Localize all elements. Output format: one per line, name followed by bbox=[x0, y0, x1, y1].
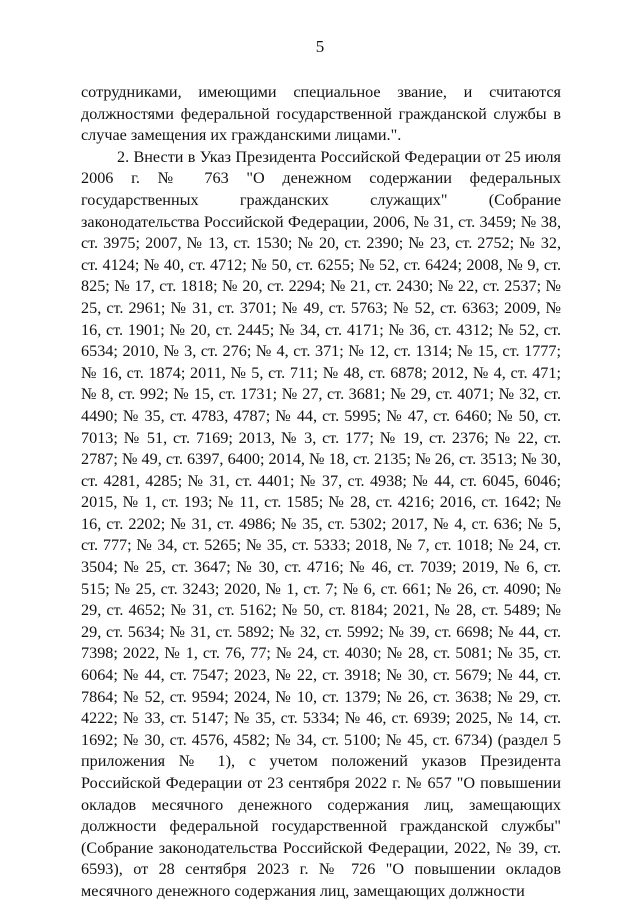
paragraph-continuation: сотрудниками, имеющими специальное звание, и считаются должностями федеральной государственной гражданской службы в случае замещения их гражданскими лицами.". bbox=[81, 83, 561, 145]
paragraph-item-2: 2. Внести в Указ Президента Российской Федерации от 25 июля 2006 г. № 763 "О денежном содержании федеральных государственных гражданских служащих" (Собрание законодательства Российской Федерации, 2006, № 31, ст. 3459; № 38, ст. 3975; 2007, № 13, ст. 1530; № 20, ст. 2390; № 23, ст. 2752; № 32, ст. 4124; № 40, ст. 4712; № 50, ст. 6255; № 52, ст. 6424; 2008, № 9, ст. 825; № 17, ст. 1818; № 20, ст. 2294; № 21, ст. 2430; № 22, ст. 2537; № 25, ст. 2961; № 31, ст. 3701; № 49, ст. 5763; № 52, ст. 6363; 2009, № 16, ст. 1901; № 20, ст. 2445; № 34, ст. 4171; № 36, ст. 4312; № 52, ст. 6534; 2010, № 3, ст. 276; № 4, ст. 371; № 12, ст. 1314; № 15, ст. 1777; № 16, ст. 1874; 2011, № 5, ст. 711; № 48, ст. 6878; 2012, № 4, ст. 471; № 8, ст. 992; № 15, ст. 1731; № 27, ст. 3681; № 29, ст. 4071; № 32, ст. 4490; № 35, ст. 4783, 4787; № 44, ст. 5995; № 47, ст. 6460; № 50, ст. 7013; № 51, ст. 7169; 2013, № 3, ст. 177; № 19, ст. 2376; № 22, ст. 2787; № 49, ст. 6397, 6400; 2014, № 18, ст. 2135; № 26, ст. 3513; № 30, ст. 4281, 4285; № 31, ст. 4401; № 37, ст. 4938; № 44, ст. 6045, 6046; 2015, № 1, ст. 193; № 11, ст. 1585; № 28, ст. 4216; 2016, ст. 1642; № 16, ст. 2202; № 31, ст. 4986; № 35, ст. 5302; 2017, № 4, ст. 636; № 5, ст. 777; № 34, ст. 5265; № 35, ст. 5333; 2018, № 7, ст. 1018; № 24, ст. 3504; № 25, ст. 3647; № 30, ст. 4716; № 46, ст. 7039; 2019, № 6, ст. 515; № 25, ст. 3243; 2020, № 1, ст. 7; № 6, ст. 661; № 26, ст. 4090; № 29, ст. 4652; № 31, ст. 5162; № 50, ст. 8184; 2021, № 28, ст. 5489; № 29, ст. 5634; № 31, ст. 5892; № 32, ст. 5992; № 39, ст. 6698; № 44, ст. 7398; 2022, № 1, ст. 76, 77; № 24, ст. 4030; № 28, ст. 5081; № 35, ст. 6064; № 44, ст. 7547; 2023, № 22, ст. 3918; № 30, ст. 5679; № 44, ст. 7864; № 52, ст. 9594; 2024, № 10, ст. 1379; № 26, ст. 3638; № 29, ст. 4222; № 33, ст. 5147; № 35, ст. 5334; № 46, ст. 6939; 2025, № 14, ст. 1692; № 30, ст. 4576, 4582; № 34, ст. 5100; № 45, ст. 6734) (раздел 5 приложения № 1), с учетом положений указов Президента Российской Федерации от 23 сентября 2022 г. № 657 "О повышении окладов месячного денежного содержания лиц, замещающих должности федеральной государственной гражданской службы" (Собрание законодательства Российской Федерации, 2022, № 39, ст. 6593), от 28 сентября 2023 г. № 726 "О повышении окладов месячного денежного содержания лиц, замещающих должности bbox=[81, 147, 561, 900]
document-body bbox=[81, 82, 561, 903]
page-number: 5 bbox=[315, 37, 325, 56]
